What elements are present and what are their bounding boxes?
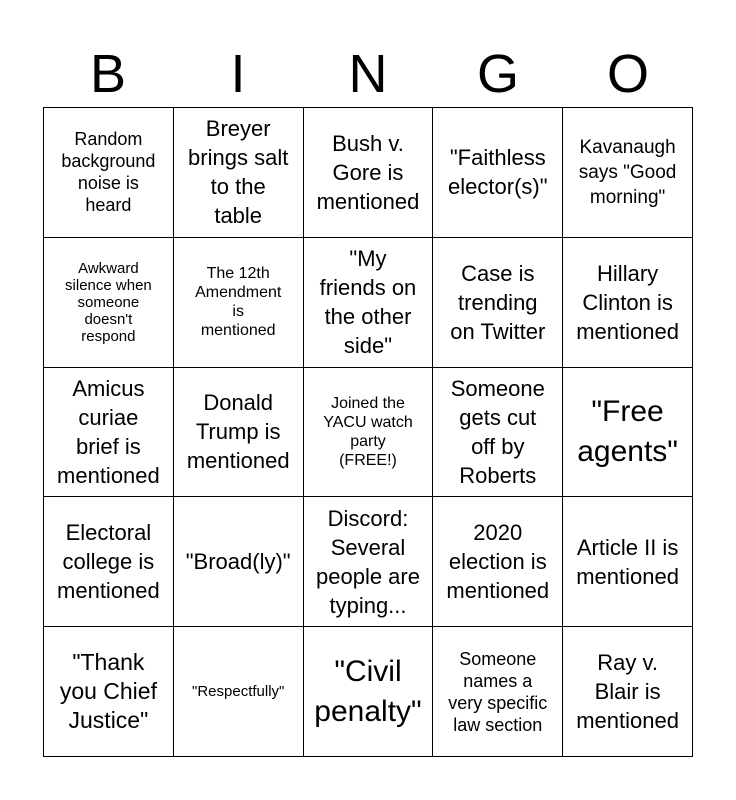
cell-text: Amicus curiae brief is mentioned [57, 375, 160, 488]
header-letter-o: O [606, 44, 649, 104]
bingo-cell[interactable] [304, 108, 434, 238]
bingo-cell[interactable] [174, 627, 304, 757]
bingo-cell[interactable] [433, 108, 563, 238]
cell-text: Case is trending on Twitter [450, 260, 546, 344]
bingo-cell[interactable] [174, 108, 304, 238]
cell-text: Hillary Clinton is mentioned [576, 260, 679, 344]
bingo-cell[interactable] [304, 368, 434, 498]
cell-text: The 12th Amendment is mentioned [195, 265, 282, 340]
bingo-cell[interactable] [304, 497, 434, 627]
bingo-cell[interactable] [174, 497, 304, 627]
bingo-cell[interactable] [563, 497, 693, 627]
header-letter-i: I [230, 44, 246, 104]
cell-text: "Civil penalty" [314, 654, 422, 728]
bingo-cell[interactable] [44, 368, 174, 498]
bingo-cell[interactable] [433, 627, 563, 757]
cell-text: Ray v. Blair is mentioned [576, 650, 679, 734]
bingo-cell[interactable] [563, 238, 693, 368]
cell-text: "Thank you Chief Justice" [59, 649, 157, 734]
bingo-cell[interactable] [563, 108, 693, 238]
bingo-cell[interactable] [304, 238, 434, 368]
bingo-cell[interactable] [174, 368, 304, 498]
cell-text: "Broad(ly)" [185, 549, 291, 575]
cell-text: Someone gets cut off by Roberts [450, 375, 545, 488]
cell-text: Joined the YACU watch party (FREE!) [323, 394, 413, 469]
cell-text: Discord: Several people are typing... [316, 505, 420, 618]
bingo-cell[interactable] [44, 238, 174, 368]
cell-text: Kavanaugh says "Good morning" [578, 136, 677, 208]
bingo-cell[interactable] [433, 368, 563, 498]
cell-text: Someone names a very specific law section [448, 648, 548, 735]
bingo-cell[interactable] [563, 368, 693, 498]
cell-text: "Faithless elector(s)" [448, 145, 548, 200]
cell-text: "My friends on the other side" [319, 246, 417, 359]
bingo-cell[interactable] [44, 627, 174, 757]
cell-text: Bush v. Gore is mentioned [316, 130, 420, 214]
header-letter-b: B [89, 44, 127, 104]
bingo-cell[interactable] [563, 627, 693, 757]
cell-text: Electoral college is mentioned [57, 520, 160, 604]
bingo-cell[interactable] [44, 108, 174, 238]
bingo-header [43, 42, 693, 106]
cell-text: Donald Trump is mentioned [186, 390, 290, 474]
bingo-grid [43, 107, 693, 757]
cell-text: Breyer brings salt to the table [188, 116, 289, 229]
cell-text: 2020 election is mentioned [446, 520, 550, 604]
header-letter-n: N [348, 44, 388, 104]
cell-text: Awkward silence when someone doesn't respond [65, 259, 152, 345]
bingo-cell[interactable] [174, 238, 304, 368]
header-letter-g: G [476, 44, 519, 104]
bingo-cell[interactable] [433, 238, 563, 368]
bingo-cell[interactable] [433, 497, 563, 627]
bingo-cell[interactable] [304, 627, 434, 757]
cell-text: "Respectfully" [192, 683, 285, 701]
cell-text: Article II is mentioned [576, 534, 679, 589]
bingo-cell[interactable] [44, 497, 174, 627]
cell-text: Random background noise is heard [61, 129, 156, 216]
cell-text: "Free agents" [577, 394, 678, 468]
